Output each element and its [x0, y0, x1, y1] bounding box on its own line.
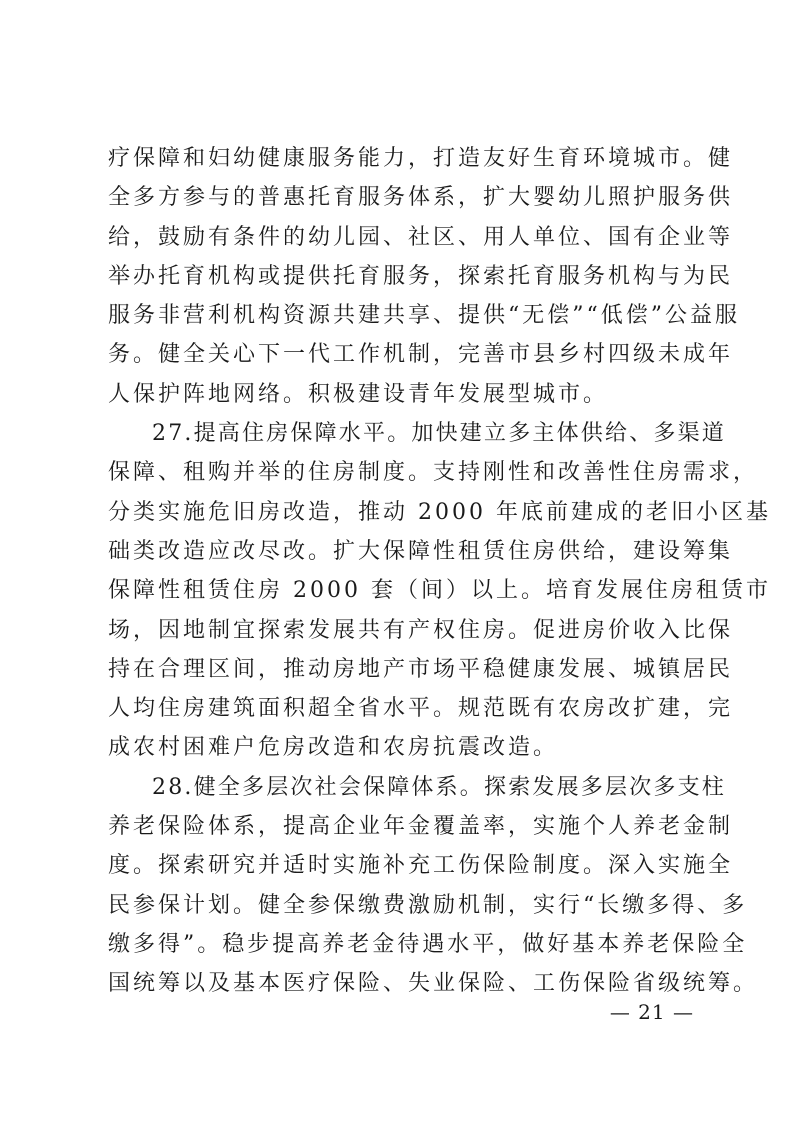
text-line: 举办托育机构或提供托育服务，探索托育服务机构与为民: [108, 263, 734, 289]
text-line: 务。健全关心下一代工作机制，完善市县乡村四级未成年: [108, 342, 734, 368]
text-line: 养老保险体系，提高企业年金覆盖率，实施个人养老金制: [108, 814, 734, 840]
text-line: 国统筹以及基本医疗保险、失业保险、工伤保险省级统筹。: [108, 971, 759, 997]
text-line: 缴多得”。稳步提高养老金待遇水平，做好基本养老保险全: [108, 931, 748, 957]
text-line: 人均住房建筑面积超全省水平。规范既有农房改扩建，完: [108, 696, 734, 722]
text-line: 疗保障和妇幼健康服务能力，打造友好生育环境城市。健: [108, 146, 734, 171]
text-line: 民参保计划。健全参保缴费激励机制，实行“长缴多得、多: [108, 892, 748, 918]
text-line: 服务非营利机构资源共建共享、提供“无偿”“低偿”公益服: [108, 303, 740, 329]
text-line: 给，鼓励有条件的幼儿园、社区、用人单位、国有企业等: [108, 224, 734, 250]
section-27-heading-line: 27.提高住房保障水平。加快建立多主体供给、多渠道: [152, 421, 726, 447]
text-line: 保障性租赁住房 2000 套（间）以上。培育发展住房租赁市: [108, 578, 771, 604]
text-line: 度。探索研究并适时实施补充工伤保险制度。深入实施全: [108, 853, 734, 879]
body-text: [108, 139, 771, 1004]
text-line: 分类实施危旧房改造，推动 2000 年底前建成的老旧小区基: [108, 499, 771, 525]
page-number: — 21 —: [609, 1000, 694, 1024]
text-line: 场，因地制宜探索发展共有产权住房。促进房价收入比保: [108, 617, 734, 643]
text-line: 持在合理区间，推动房地产市场平稳健康发展、城镇居民: [108, 656, 734, 682]
text-line: 础类改造应改尽改。扩大保障性租赁住房供给，建设筹集: [108, 538, 734, 564]
section-28-heading-line: 28.健全多层次社会保障体系。探索发展多层次多支柱: [152, 774, 726, 800]
text-line: 全多方参与的普惠托育服务体系，扩大婴幼儿照护服务供: [108, 185, 734, 211]
text-line: 成农村困难户危房改造和农房抗震改造。: [108, 735, 559, 761]
text-line: 人保护阵地网络。积极建设青年发展型城市。: [108, 381, 609, 407]
text-line: 保障、租购并举的住房制度。支持刚性和改善性住房需求，: [108, 460, 759, 486]
